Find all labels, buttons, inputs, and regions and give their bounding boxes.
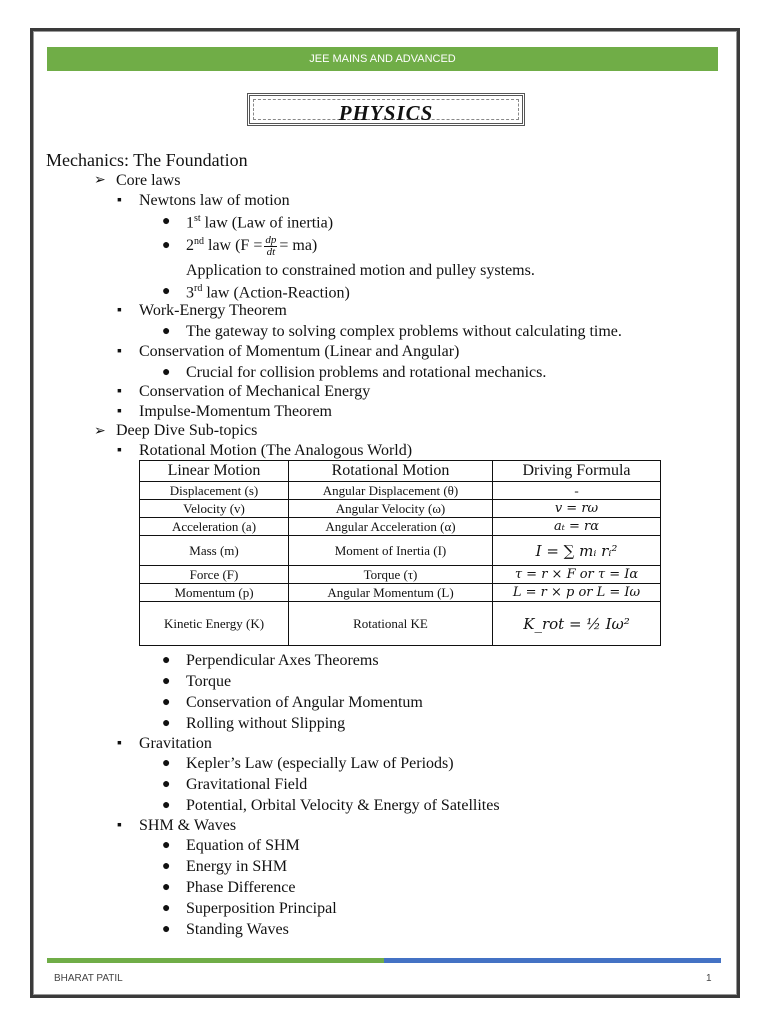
- dot-bullet-icon: ●: [162, 838, 171, 853]
- law2-num: 2: [186, 237, 194, 255]
- second-law: [186, 235, 317, 258]
- arrow-bullet-icon: ➢: [94, 424, 106, 439]
- section-heading: Mechanics: The Foundation: [46, 150, 248, 170]
- square-bullet-icon: ▪: [117, 443, 122, 458]
- dot-bullet-icon: ●: [162, 922, 171, 937]
- square-bullet-icon: ▪: [117, 344, 122, 359]
- header-banner: JEE MAINS AND ADVANCED: [47, 47, 718, 71]
- table-cell: Displacement (s): [140, 482, 289, 500]
- rotational-motion: Rotational Motion (The Analogous World): [139, 442, 413, 459]
- footer-author: BHARAT PATIL: [54, 973, 123, 984]
- footer-bar-blue: [384, 958, 721, 963]
- second-law-application: Application to constrained motion and pulley systems.: [186, 262, 535, 279]
- newtons-law: Newtons law of motion: [139, 192, 290, 209]
- dot-bullet-icon: ●: [162, 756, 171, 771]
- conservation-momentum: Conservation of Momentum (Linear and Angular): [139, 343, 460, 360]
- list-item: Torque: [186, 673, 232, 690]
- work-energy-note: The gateway to solving complex problems without calculating time.: [186, 323, 622, 340]
- dot-bullet-icon: ●: [162, 901, 171, 916]
- table-cell: L = r × p or L = Iω: [493, 584, 661, 602]
- arrow-bullet-icon: ➢: [94, 173, 106, 188]
- law2-sup: nd: [194, 235, 204, 247]
- law1-sup: st: [194, 213, 201, 224]
- page-title: PHYSICS: [338, 101, 434, 125]
- frac-num: dp: [265, 234, 277, 246]
- dot-bullet-icon: ●: [162, 716, 171, 731]
- dot-bullet-icon: ●: [162, 880, 171, 895]
- table-row: [140, 602, 661, 646]
- title-box: [247, 93, 525, 126]
- dot-bullet-icon: ●: [162, 238, 171, 253]
- page-number: 1: [706, 973, 712, 984]
- square-bullet-icon: ▪: [117, 818, 122, 833]
- gravitation-heading: Gravitation: [139, 735, 212, 752]
- work-energy-theorem: Work-Energy Theorem: [139, 302, 287, 319]
- table-cell: v = rω: [493, 500, 661, 518]
- square-bullet-icon: ▪: [117, 384, 122, 399]
- table-cell: K_rot = ½ Iω²: [493, 602, 661, 646]
- list-item: Rolling without Slipping: [186, 715, 346, 732]
- table-cell: Torque (τ): [289, 566, 493, 584]
- table-cell: Kinetic Energy (K): [140, 602, 289, 646]
- dot-bullet-icon: ●: [162, 674, 171, 689]
- table-cell: Force (F): [140, 566, 289, 584]
- list-item: Equation of SHM: [186, 837, 300, 854]
- table-row: [140, 500, 661, 518]
- list-item: Energy in SHM: [186, 858, 288, 875]
- dot-bullet-icon: ●: [162, 859, 171, 874]
- table-row: [140, 482, 661, 500]
- footer-bar-green: [47, 958, 384, 963]
- title-inner: [253, 99, 519, 125]
- table-cell: -: [493, 482, 661, 500]
- dot-bullet-icon: ●: [162, 214, 171, 229]
- square-bullet-icon: ▪: [117, 404, 122, 419]
- list-item: Kepler’s Law (especially Law of Periods): [186, 755, 454, 772]
- table-cell: aₜ = rα: [493, 518, 661, 536]
- table-cell: Angular Momentum (L): [289, 584, 493, 602]
- momentum-note: Crucial for collision problems and rotational mechanics.: [186, 364, 547, 381]
- first-law: [186, 213, 333, 232]
- list-item: Conservation of Angular Momentum: [186, 694, 423, 711]
- list-item: Phase Difference: [186, 879, 296, 896]
- table-cell: Velocity (v): [140, 500, 289, 518]
- dot-bullet-icon: ●: [162, 695, 171, 710]
- table-cell: Momentum (p): [140, 584, 289, 602]
- law1-num: 1: [186, 214, 194, 232]
- table-row: [140, 518, 661, 536]
- table-header-row: [140, 461, 661, 482]
- dot-bullet-icon: ●: [162, 798, 171, 813]
- dp-dt-fraction: [264, 235, 277, 258]
- list-item: Perpendicular Axes Theorems: [186, 652, 379, 669]
- table-cell: Angular Displacement (θ): [289, 482, 493, 500]
- table-header: Linear Motion: [140, 461, 289, 482]
- table-cell: Acceleration (a): [140, 518, 289, 536]
- third-law: [186, 283, 350, 302]
- core-laws-heading: Core laws: [116, 172, 181, 189]
- list-item: Potential, Orbital Velocity & Energy of Satellites: [186, 797, 500, 814]
- table-header: Driving Formula: [493, 461, 661, 482]
- square-bullet-icon: ▪: [117, 303, 122, 318]
- table-row: [140, 584, 661, 602]
- table-cell: Mass (m): [140, 536, 289, 566]
- law3-text: law (Action-Reaction): [202, 284, 350, 302]
- list-item: Gravitational Field: [186, 776, 308, 793]
- square-bullet-icon: ▪: [117, 736, 122, 751]
- law3-sup: rd: [194, 283, 203, 294]
- rotational-table: [139, 460, 661, 646]
- square-bullet-icon: ▪: [117, 193, 122, 208]
- dot-bullet-icon: ●: [162, 653, 171, 668]
- table-cell: I = ∑ mᵢ rᵢ²: [493, 536, 661, 566]
- law2-pre: law (F =: [204, 237, 263, 255]
- list-item: Superposition Principal: [186, 900, 337, 917]
- table-cell: Moment of Inertia (I): [289, 536, 493, 566]
- impulse-momentum: Impulse-Momentum Theorem: [139, 403, 332, 420]
- table-row: [140, 536, 661, 566]
- dot-bullet-icon: ●: [162, 777, 171, 792]
- shm-heading: SHM & Waves: [139, 817, 237, 834]
- deep-dive-heading: Deep Dive Sub-topics: [116, 422, 258, 439]
- table-cell: Rotational KE: [289, 602, 493, 646]
- law1-text: law (Law of inertia): [200, 214, 334, 232]
- table-cell: τ = r × F or τ = Iα: [493, 566, 661, 584]
- dot-bullet-icon: ●: [162, 365, 171, 380]
- table-cell: Angular Velocity (ω): [289, 500, 493, 518]
- frac-den: dt: [266, 246, 276, 258]
- dot-bullet-icon: ●: [162, 284, 171, 299]
- law3-num: 3: [186, 284, 194, 302]
- dot-bullet-icon: ●: [162, 324, 171, 339]
- conservation-mech-energy: Conservation of Mechanical Energy: [139, 383, 371, 400]
- list-item: Standing Waves: [186, 921, 289, 938]
- law2-post: = ma): [279, 237, 318, 255]
- table-cell: Angular Acceleration (α): [289, 518, 493, 536]
- table-row: [140, 566, 661, 584]
- table-header: Rotational Motion: [289, 461, 493, 482]
